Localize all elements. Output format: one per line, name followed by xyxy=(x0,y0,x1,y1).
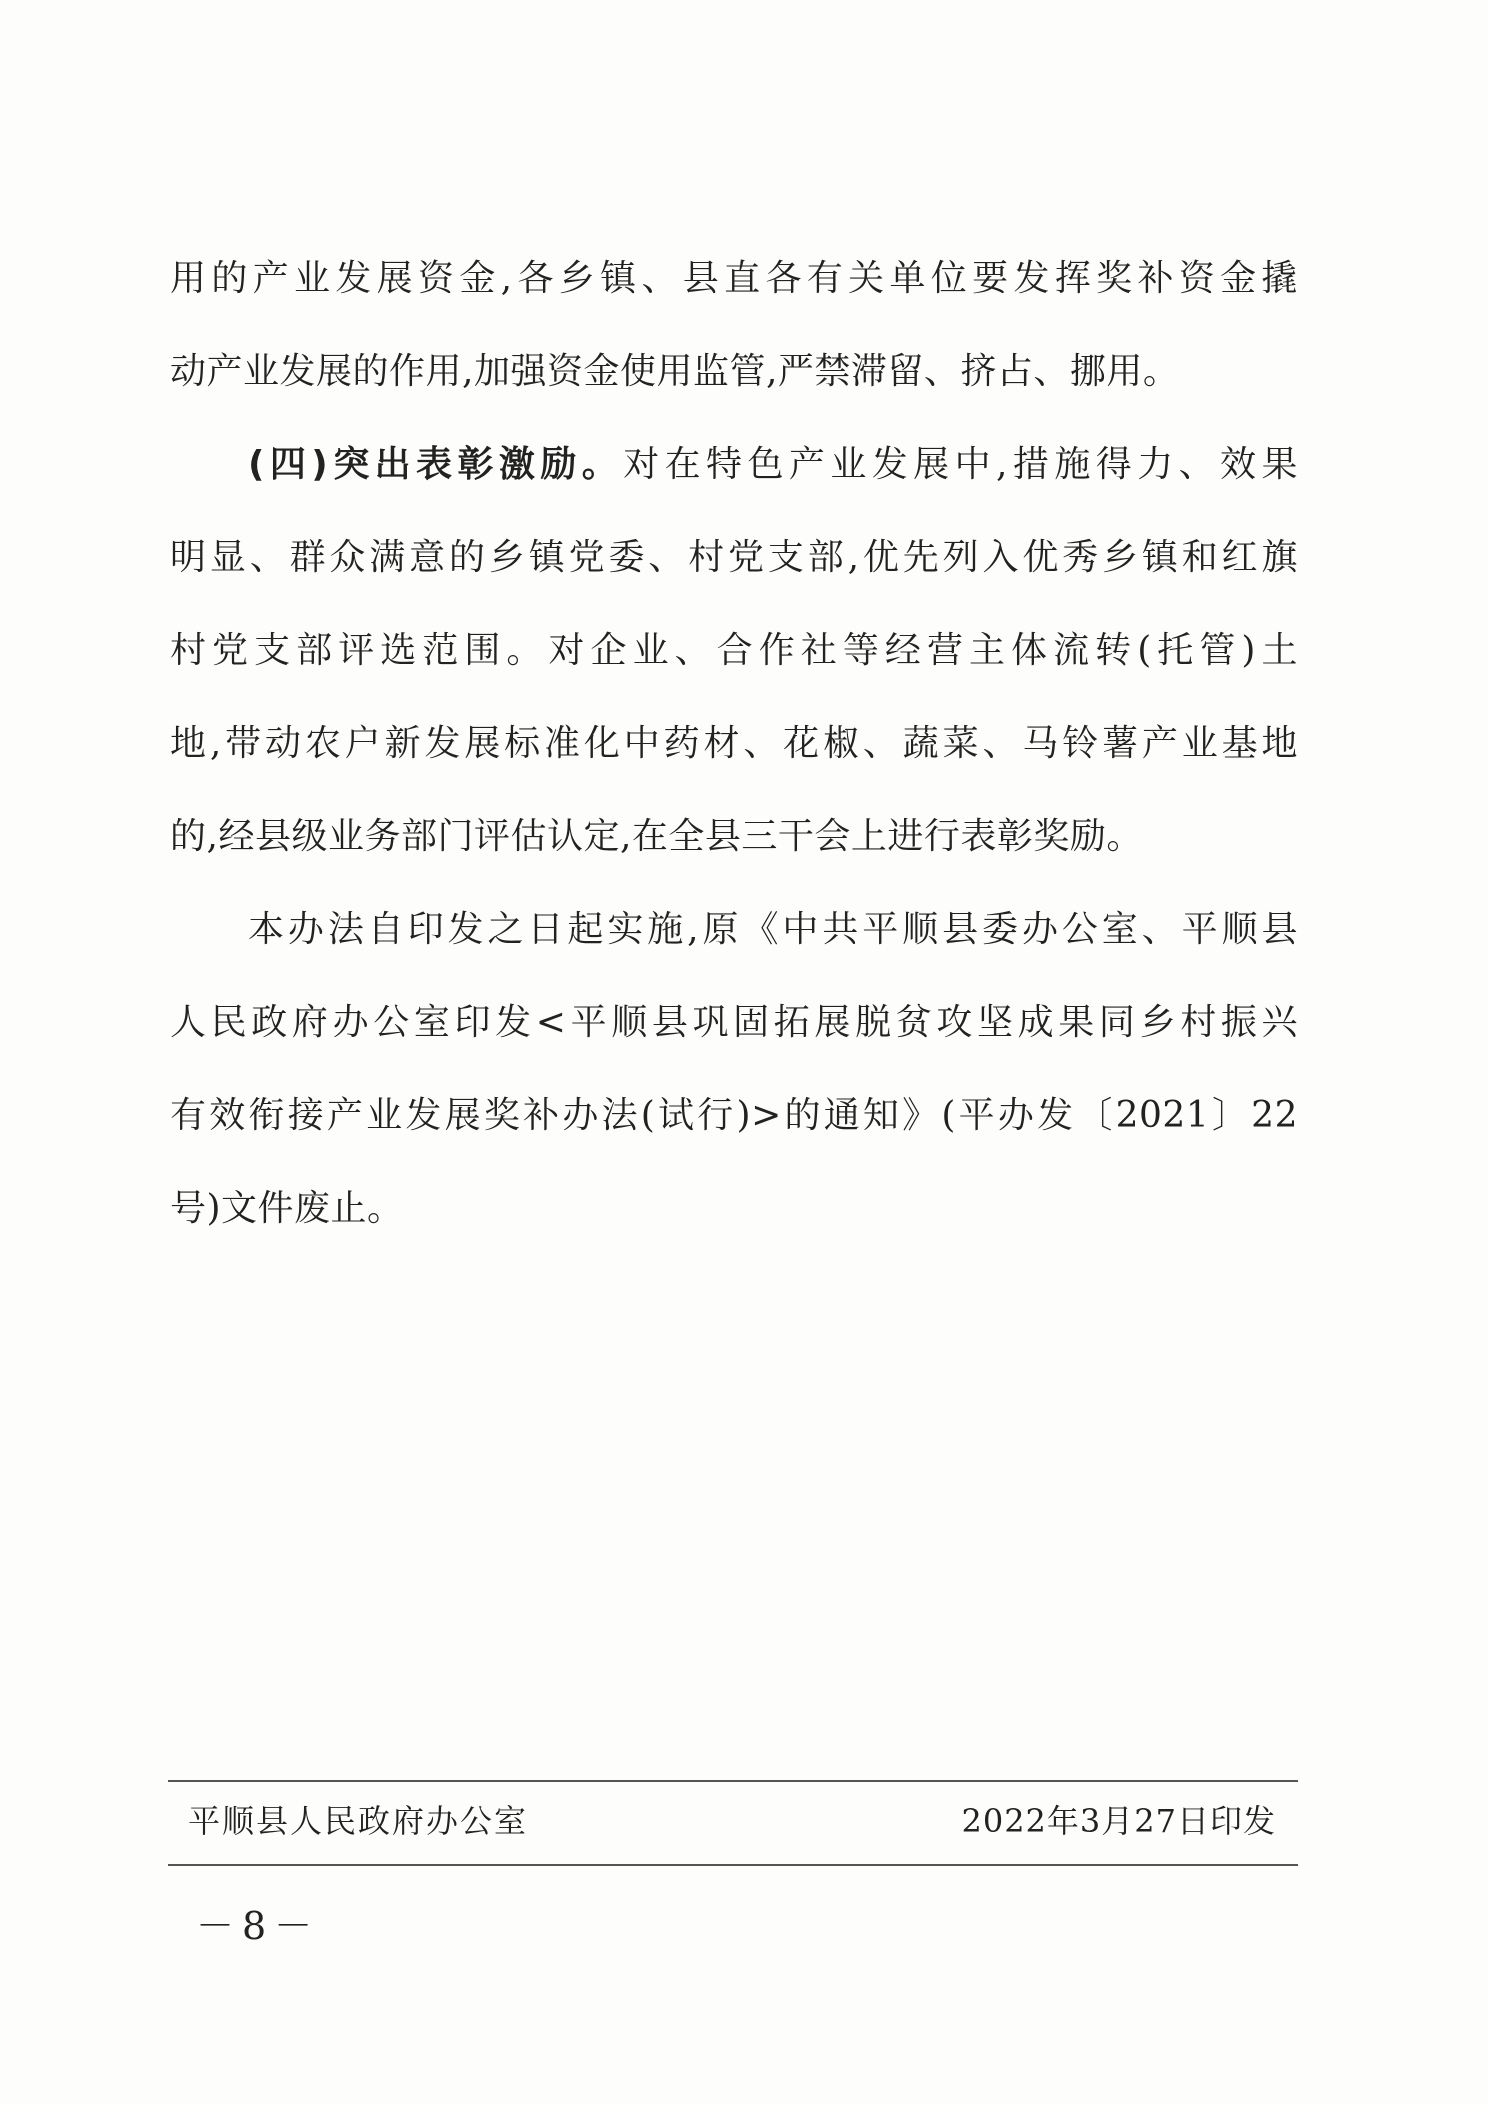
footer-issue-date: 2022年3月27日印发 xyxy=(961,1802,1276,1840)
text-line: 明显、群众满意的乡镇党委、村党支部,优先列入优秀乡镇和红旗 xyxy=(170,537,1298,578)
section-heading: (四)突出表彰激励。 xyxy=(248,444,624,485)
footer-bottom-rule xyxy=(168,1864,1298,1866)
page-number: －8－ xyxy=(196,1904,321,1948)
text-line: 村党支部评选范围。对企业、合作社等经营主体流转(托管)土 xyxy=(170,630,1298,671)
text-line: 动产业发展的作用,加强资金使用监管,严禁滞留、挤占、挪用。 xyxy=(170,351,1180,392)
text-line: 地,带动农户新发展标准化中药材、花椒、蔬菜、马铃薯产业基地 xyxy=(170,723,1298,764)
footer-issuer: 平顺县人民政府办公室 xyxy=(188,1802,529,1840)
text-line: 的,经县级业务部门评估认定,在全县三干会上进行表彰奖励。 xyxy=(170,816,1143,857)
text-segment: 对在特色产业发展中,措施得力、效果 xyxy=(623,444,1298,485)
text-line: 用的产业发展资金,各乡镇、县直各有关单位要发挥奖补资金撬 xyxy=(170,258,1298,299)
text-line: 人民政府办公室印发<平顺县巩固拓展脱贫攻坚成果同乡村振兴 xyxy=(170,1002,1298,1043)
footer-top-rule xyxy=(168,1780,1298,1782)
text-line: 本办法自印发之日起实施,原《中共平顺县委办公室、平顺县 xyxy=(248,909,1298,950)
section-heading-line xyxy=(170,418,1298,511)
document-body xyxy=(170,232,1298,1255)
text-line: 号)文件废止。 xyxy=(170,1188,404,1229)
text-line: 有效衔接产业发展奖补办法(试行)>的通知》(平办发〔2021〕22 xyxy=(170,1095,1298,1136)
